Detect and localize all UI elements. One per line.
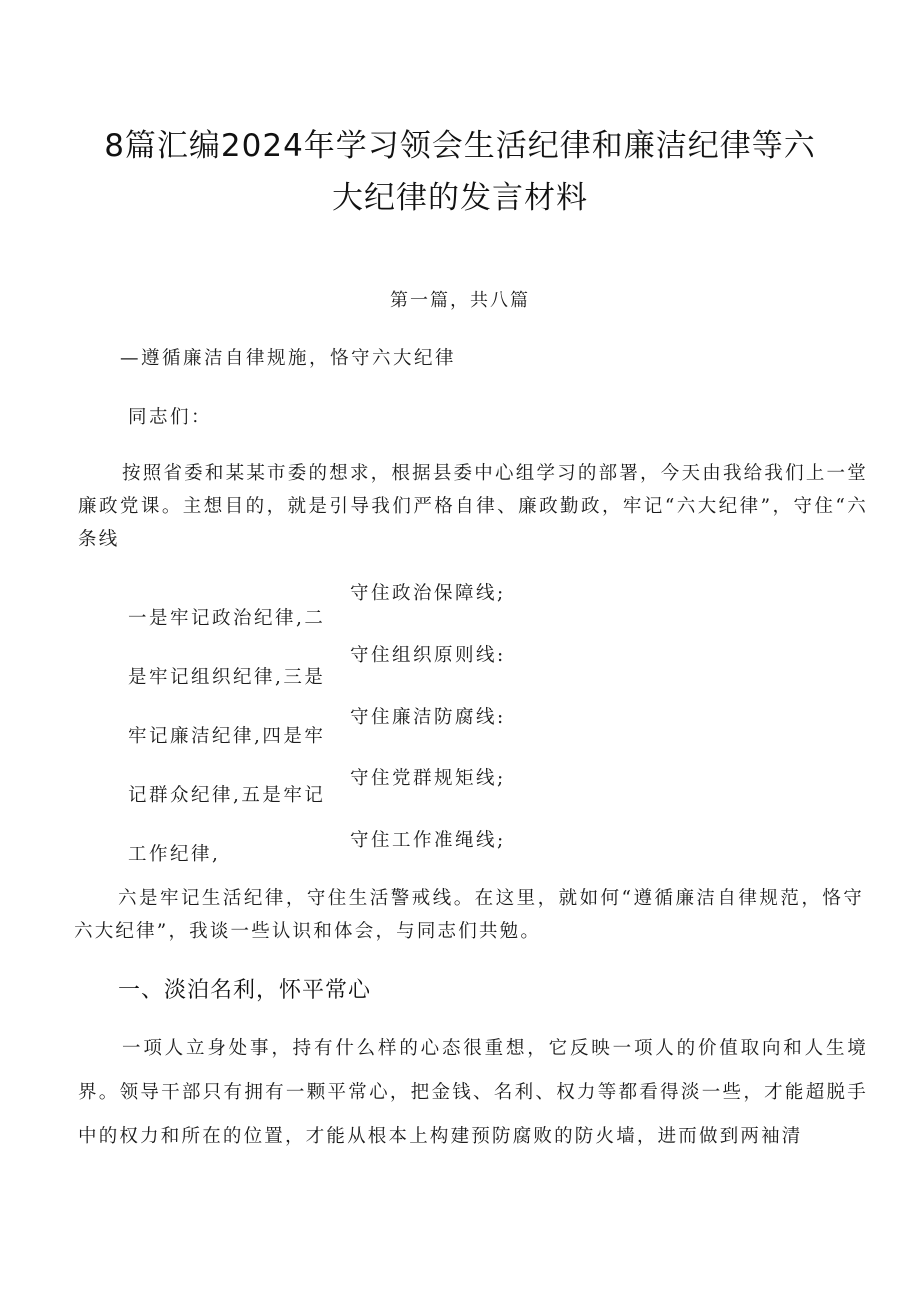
title-line-1: 8篇汇编2024年学习领会生活纪律和廉洁纪律等六	[104, 128, 816, 164]
left-column-line-3: 牢记廉洁纪律,四是牢	[128, 726, 326, 747]
right-column-line-5: 守住工作准绳线;	[350, 830, 506, 851]
right-column-line-4: 守住党群规矩线;	[350, 768, 506, 789]
part-subtitle: 第一篇，共八篇	[390, 290, 530, 311]
section-heading: 一、淡泊名利，怀平常心	[118, 978, 372, 1003]
intro-paragraph: 按照省委和某某市委的想求，根据县委中心组学习的部署，今天由我给我们上一堂廉政党课。主想目的，就是引导我们严格自律、廉政勤政，牢记“六大纪律”，守住“六条线	[78, 463, 868, 550]
title-line-2: 大纪律的发言材料	[332, 180, 588, 216]
left-column-line-2: 是牢记组织纪律,三是	[128, 667, 326, 688]
salutation: 同志们：	[128, 407, 213, 428]
left-column-line-4: 记群众纪律,五是牢记	[128, 785, 326, 806]
right-column-line-1: 守住政治保障线;	[350, 583, 506, 604]
document-title	[60, 120, 860, 224]
closing-paragraph: 六是牢记生活纪律，守住生活警戒线。在这里，就如何“遵循廉洁自律规范，恪守六大纪律”，我谈一些认识和体会，与同志们共勉。	[74, 888, 864, 942]
left-column-line-1: 一是牢记政治纪律,二	[128, 608, 326, 629]
left-column-line-5: 工作纪律,	[128, 844, 221, 865]
right-column-line-2: 守住组织原则线:	[350, 645, 506, 666]
theme-line: —遵循廉洁自律规施，恪守六大纪律	[120, 348, 457, 369]
section-paragraph: 一项人立身处事，持有什么样的心态很重想，它反映一项人的价值取向和人生境界。领导干部只有拥有一颗平常心，把金钱、名利、权力等都看得淡一些，才能超脱手中的权力和所在的位置，才能从根本上构建预防腐败的防火墙，进而做到两袖清	[78, 1038, 868, 1147]
right-column-line-3: 守住廉洁防腐线:	[350, 707, 506, 728]
